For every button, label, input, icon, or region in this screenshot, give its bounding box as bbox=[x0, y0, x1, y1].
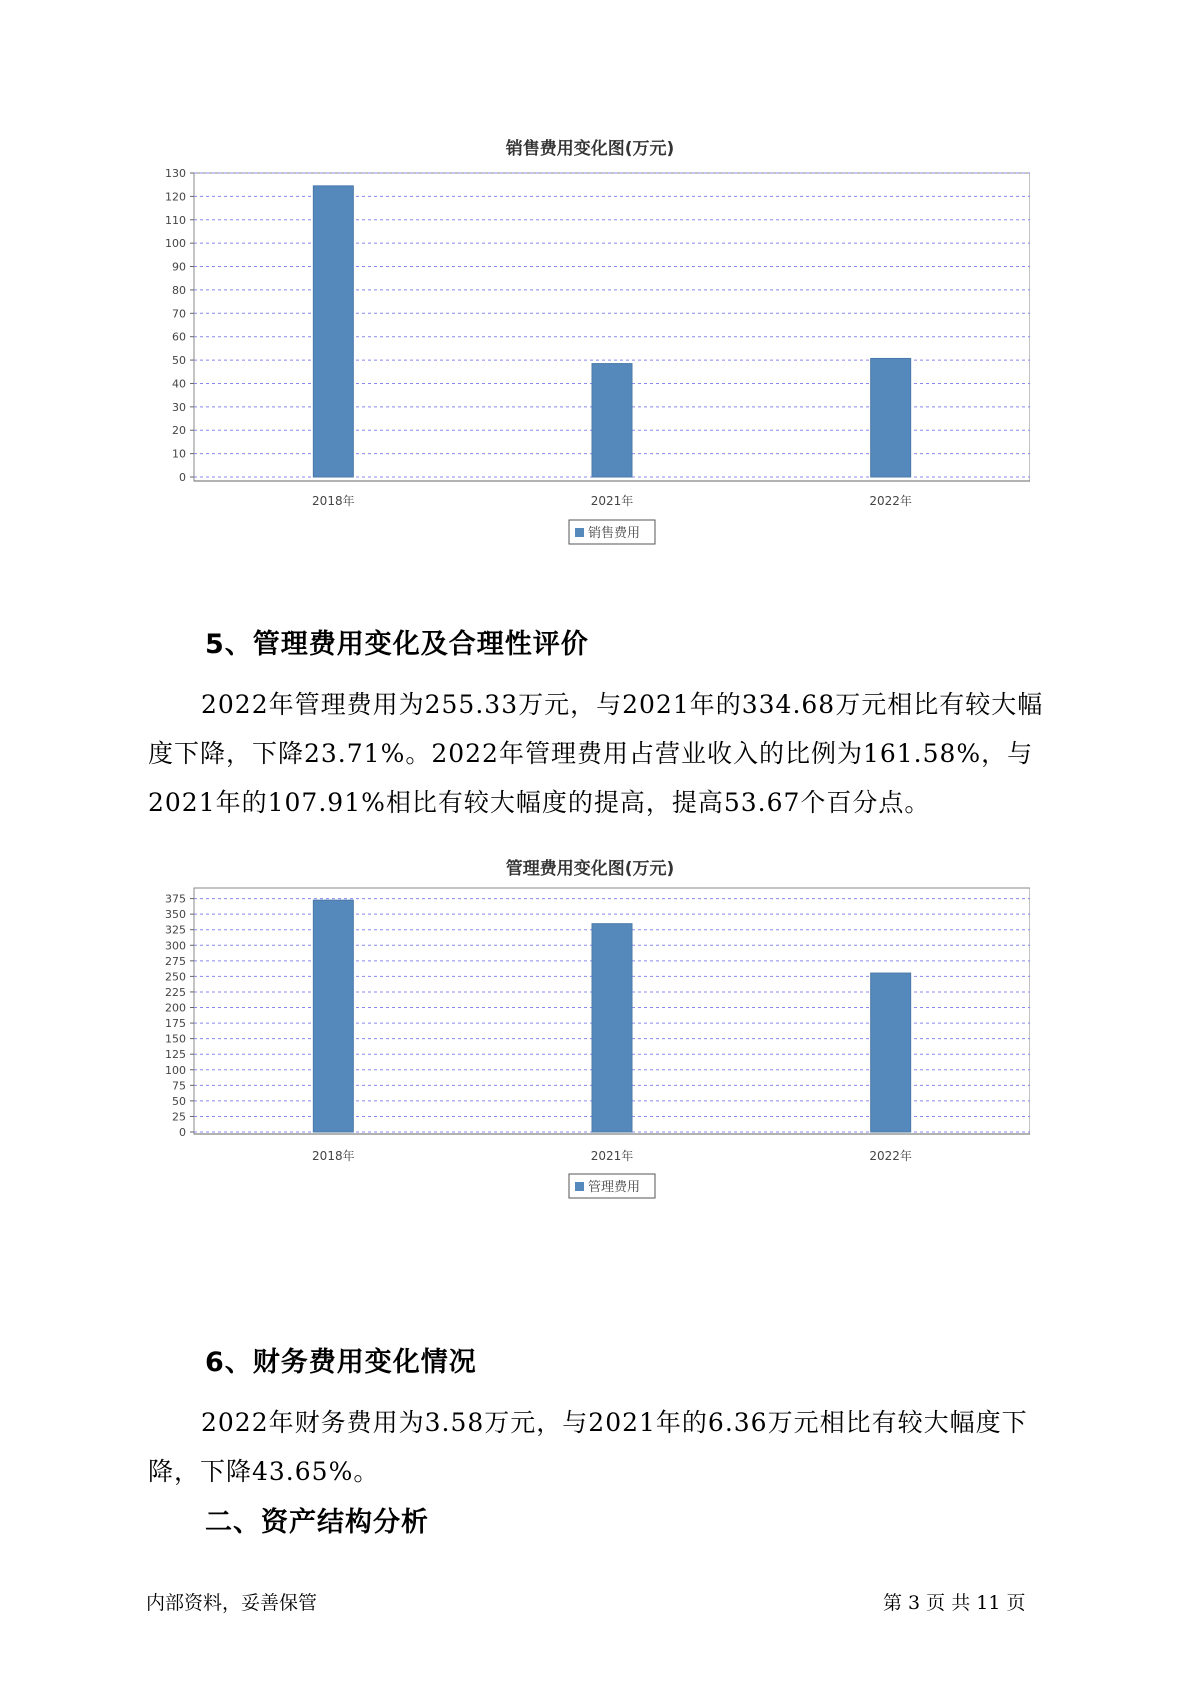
y-tick-label: 130 bbox=[165, 167, 186, 180]
y-tick-label: 225 bbox=[165, 985, 186, 999]
y-tick-label: 125 bbox=[165, 1048, 186, 1062]
asset-structure-heading: 二、资产结构分析 bbox=[205, 1507, 429, 1538]
y-tick-label: 300 bbox=[165, 939, 186, 953]
bar bbox=[313, 900, 353, 1132]
x-tick-label: 2021年 bbox=[590, 1149, 634, 1163]
bar bbox=[592, 924, 632, 1132]
legend bbox=[569, 520, 655, 544]
legend-swatch bbox=[575, 1182, 584, 1191]
y-tick-label: 250 bbox=[165, 970, 186, 984]
sales-expense-chart-svg bbox=[150, 130, 1030, 550]
y-tick-label: 0 bbox=[179, 471, 186, 484]
y-tick-label: 80 bbox=[172, 283, 186, 297]
y-tick-label: 100 bbox=[165, 1063, 186, 1077]
chart-title: 销售费用变化图(万元) bbox=[505, 139, 675, 159]
y-tick-label: 25 bbox=[172, 1110, 186, 1124]
y-tick-label: 20 bbox=[172, 424, 186, 438]
legend-swatch bbox=[575, 528, 584, 537]
x-tick-label: 2022年 bbox=[869, 1149, 912, 1163]
y-tick-label: 110 bbox=[165, 213, 186, 227]
bar bbox=[592, 364, 632, 477]
section-5-heading: 5、管理费用变化及合理性评价 bbox=[205, 629, 589, 660]
y-tick-label: 50 bbox=[172, 354, 186, 368]
y-tick-label: 350 bbox=[165, 908, 186, 922]
legend-label: 销售费用 bbox=[588, 526, 641, 541]
y-tick-label: 325 bbox=[165, 923, 186, 937]
x-tick-label: 2018年 bbox=[312, 1149, 355, 1163]
x-tick-label: 2021年 bbox=[590, 494, 634, 508]
y-tick-label: 275 bbox=[165, 954, 186, 968]
y-tick-label: 375 bbox=[165, 892, 186, 906]
admin-expense-chart bbox=[150, 850, 1030, 1280]
section-6-heading: 6、财务费用变化情况 bbox=[205, 1347, 477, 1378]
y-tick-label: 60 bbox=[172, 330, 186, 344]
y-tick-label: 50 bbox=[172, 1094, 186, 1108]
y-tick-label: 0 bbox=[179, 1126, 186, 1139]
legend bbox=[569, 1174, 655, 1198]
y-tick-label: 150 bbox=[165, 1032, 186, 1046]
x-tick-label: 2022年 bbox=[869, 494, 912, 508]
y-tick-label: 90 bbox=[172, 260, 186, 274]
bar bbox=[871, 358, 911, 477]
y-tick-label: 70 bbox=[172, 307, 186, 321]
section-5-paragraph: 2022年管理费用为255.33万元，与2021年的334.68万元相比有较大幅度下降，下降23.71%。2022年管理费用占营业收入的比例为161.58%，与2021年的107.91%相比有较大幅度的提高，提高53.67个百分点。 bbox=[148, 690, 1044, 817]
section-6-paragraph: 2022年财务费用为3.58万元，与2021年的6.36万元相比有较大幅度下降，下降43.65%。 bbox=[148, 1408, 1028, 1486]
bar bbox=[871, 973, 911, 1132]
y-tick-label: 40 bbox=[172, 377, 186, 391]
y-tick-label: 200 bbox=[165, 1001, 186, 1015]
footer-confidential: 内部资料，妥善保管 bbox=[146, 1592, 318, 1614]
y-tick-label: 30 bbox=[172, 400, 186, 414]
y-tick-label: 10 bbox=[172, 447, 186, 461]
legend-label: 管理费用 bbox=[588, 1180, 641, 1195]
y-tick-label: 175 bbox=[165, 1017, 186, 1031]
bar bbox=[313, 186, 353, 477]
sales-expense-chart bbox=[150, 130, 1030, 550]
x-tick-label: 2018年 bbox=[312, 494, 355, 508]
footer-page-number: 第 3 页 共 11 页 bbox=[883, 1592, 1026, 1614]
admin-expense-chart-svg bbox=[150, 850, 1030, 1280]
y-tick-label: 100 bbox=[165, 237, 186, 251]
chart-title: 管理费用变化图(万元) bbox=[505, 859, 675, 879]
y-tick-label: 75 bbox=[172, 1079, 186, 1093]
y-tick-label: 120 bbox=[165, 190, 186, 204]
